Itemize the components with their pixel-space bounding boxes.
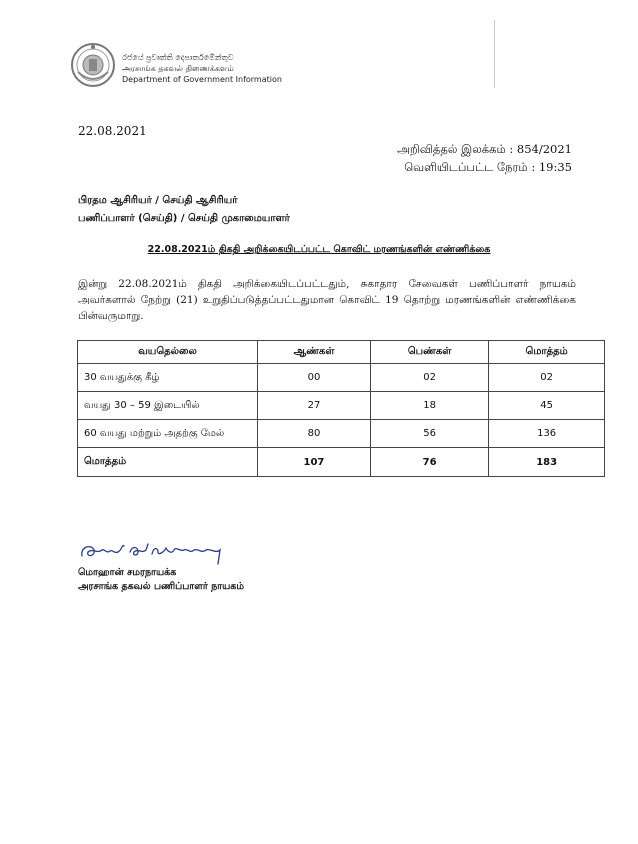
reference-block [397, 140, 572, 176]
release-time: வெளியிடப்பட்ட நேரம் : 19:35 [404, 160, 572, 174]
signatory-name: மொஹான் சமரநாயக்க [78, 567, 177, 578]
male-count-cell: 00 [258, 364, 371, 392]
table-row [78, 392, 605, 420]
government-emblem-logo [70, 42, 116, 88]
female-count-cell: 18 [370, 392, 488, 420]
total-count-cell: 45 [489, 392, 605, 420]
total-female-cell: 76 [370, 448, 488, 477]
male-count-cell: 27 [258, 392, 371, 420]
addressee-block [78, 192, 290, 228]
table-header-row [78, 341, 605, 364]
handwritten-signature [78, 536, 228, 568]
total-count-cell: 136 [489, 420, 605, 448]
body-paragraph: இன்று 22.08.2021ம் திகதி அறிக்கையிடப்பட்டதும், சுகாதார சேவைகள் பணிப்பாளர் நாயகம் அவர்களால் நேற்று (21) உறுதிப்படுத்தப்பட்டதுமான கொவிட் 19 தொற்று மரணங்களின் எண்ணிக்கை பின்வருமாறு. [78, 278, 576, 322]
table-total-row [78, 448, 605, 477]
signatory-title: அரசாங்க தகவல் பணிப்பாளர் நாயகம் [78, 581, 245, 592]
column-header-male: ஆண்கள் [258, 341, 371, 364]
column-header-total: மொத்தம் [489, 341, 605, 364]
department-name-block [122, 52, 282, 85]
table-row [78, 364, 605, 392]
male-count-cell: 80 [258, 420, 371, 448]
female-count-cell: 02 [370, 364, 488, 392]
department-name-english: Department of Government Information [122, 75, 282, 84]
department-name-tamil: அரசாங்க தகவல் திணைக்களம் [122, 64, 234, 73]
total-label-cell: மொத்தம் [78, 448, 258, 477]
notice-number: அறிவித்தல் இலக்கம் : 854/2021 [397, 142, 572, 156]
header-divider [494, 20, 495, 88]
subject-heading: 22.08.2021ம் திகதி அறிக்கையிடப்பட்ட கொவிட் மரணங்களின் எண்ணிக்கை [147, 244, 491, 255]
column-header-female: பெண்கள் [370, 341, 488, 364]
female-count-cell: 56 [370, 420, 488, 448]
age-range-cell: வயது 30 – 59 இடையில் [78, 392, 258, 420]
total-count-cell: 02 [489, 364, 605, 392]
table-row [78, 420, 605, 448]
document-date: 22.08.2021 [78, 124, 147, 138]
addressee-line: பணிப்பாளர் (செய்தி) / செய்தி முகாமையாளர் [78, 213, 290, 224]
column-header-age: வயதெல்லை [78, 341, 258, 364]
age-range-cell: 30 வயதுக்கு கீழ் [78, 364, 258, 392]
department-name-sinhala: රජයේ ප්‍රවෘත්ති දෙපාර්තමේන්තුව [122, 53, 234, 62]
total-male-cell: 107 [258, 448, 371, 477]
grand-total-cell: 183 [489, 448, 605, 477]
addressee-line: பிரதம ஆசிரியர் / செய்தி ஆசிரியர் [78, 195, 238, 206]
covid-deaths-table [77, 340, 605, 477]
signatory-block [78, 566, 244, 594]
age-range-cell: 60 வயது மற்றும் அதற்கு மேல் [78, 420, 258, 448]
